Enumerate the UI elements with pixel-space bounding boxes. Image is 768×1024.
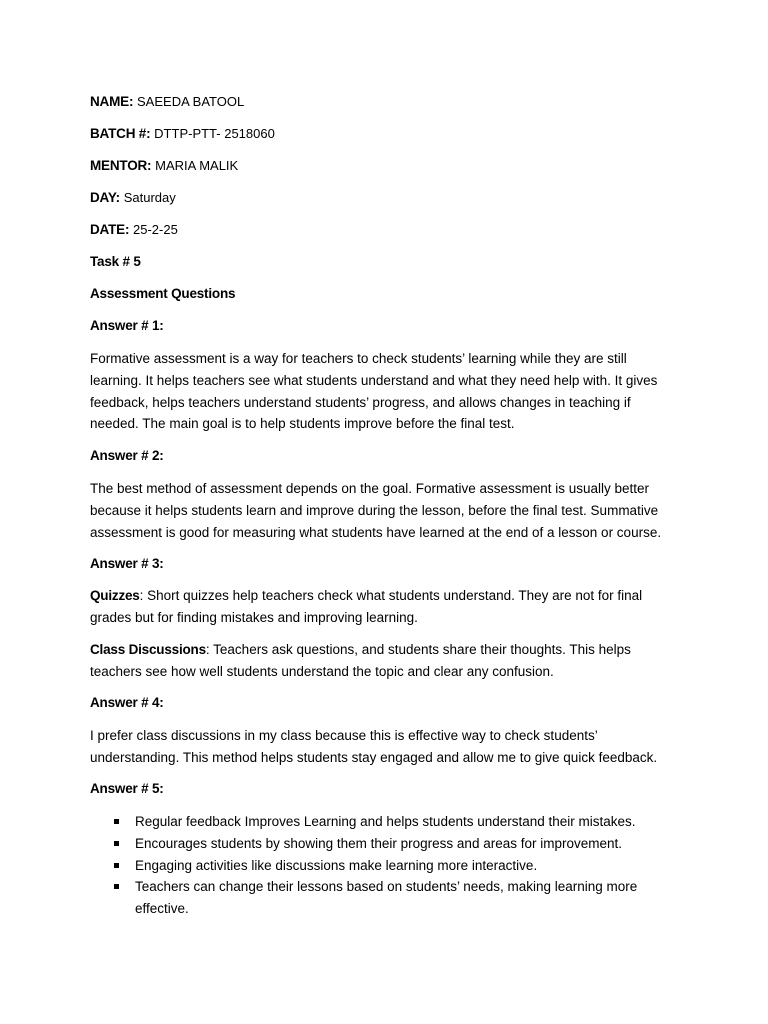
square-bullet-icon [114, 841, 119, 846]
batch-line [90, 123, 275, 145]
day-line [90, 187, 176, 209]
list-item [90, 855, 680, 877]
date-label: DATE: [90, 222, 130, 237]
answer-1-paragraph [90, 348, 680, 435]
discussions-paragraph [90, 639, 680, 683]
answer-1-line: Formative assessment is a way for teachers to check students’ learning while they are still [90, 351, 627, 366]
answer-5-heading: Answer # 5: [90, 781, 164, 796]
square-bullet-icon [114, 863, 119, 868]
list-item-text: Teachers can change their lessons based on students’ needs, making learning more [135, 879, 638, 895]
name-value: SAEEDA BATOOL [137, 94, 245, 109]
answer-2-line: because it helps students learn and improve during the lesson, before the final test. Summative [90, 502, 659, 518]
mentor-value: MARIA MALIK [155, 158, 239, 173]
list-item-text: Encourages students by showing them their progress and areas for improvement. [135, 835, 623, 851]
batch-label: BATCH #: [90, 126, 151, 141]
answer-4-heading: Answer # 4: [90, 695, 164, 710]
square-bullet-icon [114, 819, 119, 824]
list-item [90, 876, 680, 920]
answer-1-heading: Answer # 1: [90, 318, 164, 333]
date-line [90, 219, 178, 241]
answer-1-line: needed. The main goal is to help students improve before the final test. [90, 416, 515, 432]
day-label: DAY: [90, 190, 120, 205]
discussions-line-1 [90, 639, 680, 661]
day-value: Saturday [123, 190, 176, 205]
answer-1-line: feedback, helps teachers understand students’ progress, and allows changes in teaching if [90, 394, 631, 410]
quizzes-line-1 [90, 585, 680, 607]
answer-4-paragraph [90, 725, 680, 769]
mentor-label: MENTOR: [90, 158, 152, 173]
answer-5-bullet-list [90, 811, 680, 920]
date-value: 25-2-25 [133, 222, 178, 237]
answer-2-line: assessment is good for measuring what students have learned at the end of a lesson or course. [90, 524, 662, 540]
task-heading: Task # 5 [90, 254, 141, 269]
section-title: Assessment Questions [90, 286, 236, 301]
name-label: NAME: [90, 94, 134, 109]
square-bullet-icon [114, 884, 119, 889]
discussions-term: Class Discussions [90, 642, 206, 657]
quizzes-term: Quizzes [90, 588, 140, 603]
list-item [90, 833, 680, 855]
answer-4-line: understanding. This method helps students stay engaged and allow me to give quick feedback. [90, 749, 658, 765]
quizzes-paragraph [90, 585, 680, 629]
answer-2-line: The best method of assessment depends on the goal. Formative assessment is usually better [90, 481, 650, 496]
quizzes-text-2: grades but for finding mistakes and improving learning. [90, 609, 418, 625]
list-item-text: Regular feedback Improves Learning and helps students understand their mistakes. [135, 814, 636, 829]
name-line [90, 91, 244, 113]
list-item-text: Engaging activities like discussions make learning more interactive. [135, 857, 538, 873]
batch-value: DTTP-PTT- 2518060 [154, 126, 275, 141]
mentor-line [90, 155, 238, 177]
answer-3-heading: Answer # 3: [90, 556, 164, 571]
quizzes-text-1: : Short quizzes help teachers check what students understand. They are not for final [139, 588, 643, 603]
discussions-text-2: teachers see how well students understand the topic and clear any confusion. [90, 663, 554, 679]
answer-2-paragraph [90, 478, 680, 543]
list-item-text-continued: effective. [135, 901, 189, 917]
answer-2-heading: Answer # 2: [90, 448, 164, 463]
list-item [90, 811, 680, 833]
answer-1-line: learning. It helps teachers see what students understand and what they need help with. It gives [90, 372, 658, 388]
discussions-text-1: : Teachers ask questions, and students share their thoughts. This helps [205, 642, 631, 657]
answer-4-line: I prefer class discussions in my class because this is effective way to check students’ [90, 728, 598, 743]
